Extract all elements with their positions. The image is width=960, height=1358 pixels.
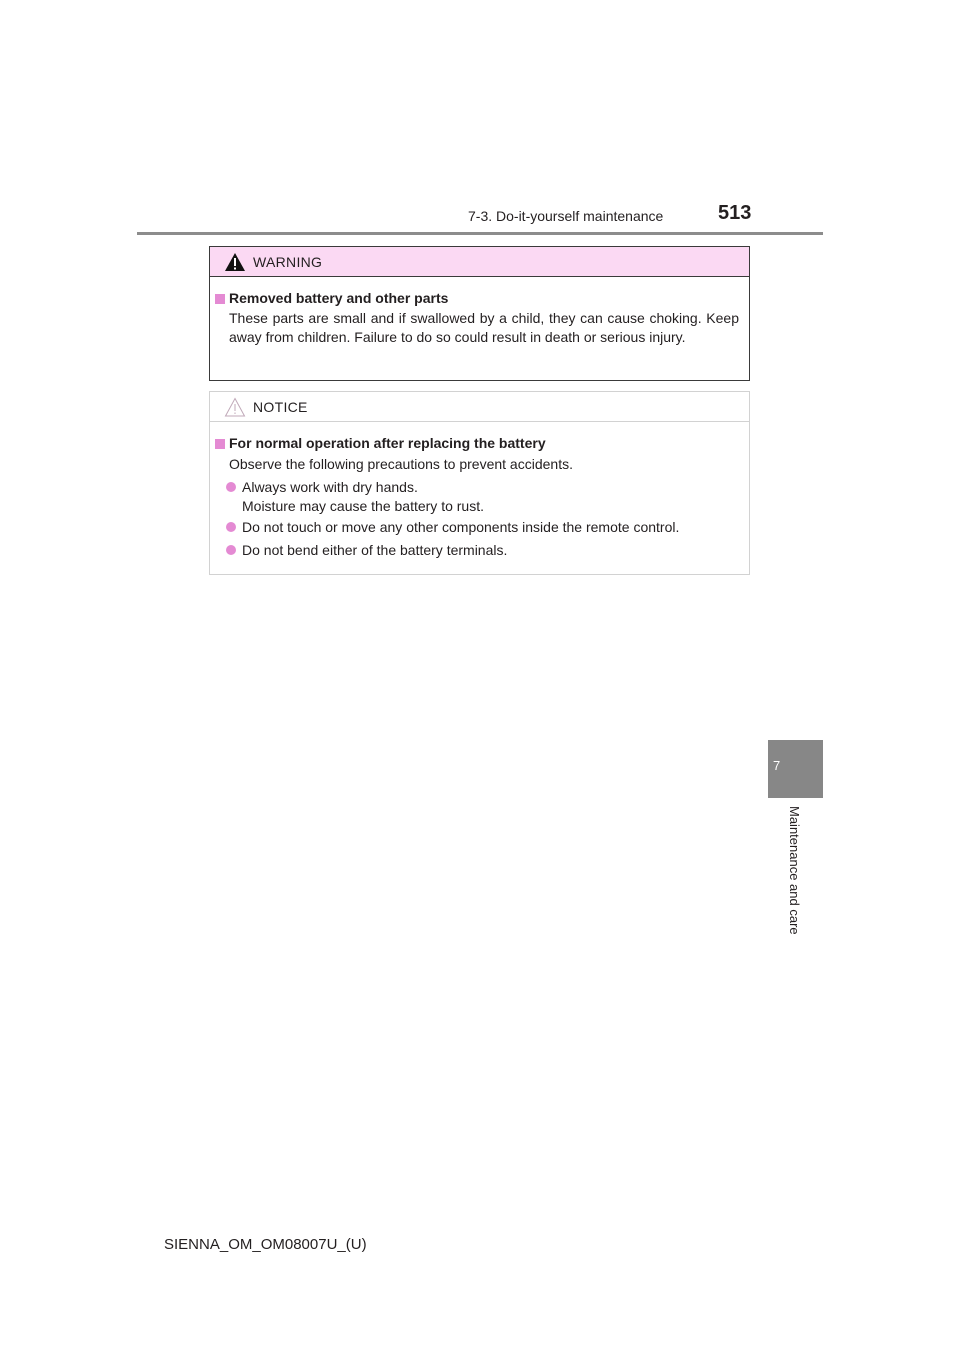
list-item: Always work with dry hands. Moisture may cause the battery to rust. [224, 478, 741, 516]
warning-heading: Removed battery and other parts [215, 290, 448, 306]
list-item: Do not touch or move any other components inside the remote control. [224, 518, 741, 537]
list-item: Do not bend either of the battery terminals. [224, 541, 741, 560]
warning-triangle-icon [224, 252, 246, 272]
footer-document-code: SIENNA_OM_OM08007U_(U) [164, 1236, 367, 1253]
notice-label: NOTICE [253, 399, 308, 415]
bullet-dot-icon [226, 545, 236, 555]
header-divider [137, 232, 823, 235]
warning-label: WARNING [253, 254, 323, 270]
square-bullet-icon [215, 294, 225, 304]
bullet-dot-icon [226, 522, 236, 532]
notice-box [209, 391, 750, 575]
warning-header [210, 247, 749, 277]
notice-intro: Observe the following precautions to prevent accidents. [229, 456, 573, 472]
notice-heading: For normal operation after replacing the battery [215, 435, 546, 451]
bullet-dot-icon [226, 482, 236, 492]
chapter-tab-number: 7 [768, 740, 823, 798]
square-bullet-icon [215, 439, 225, 449]
warning-text: These parts are small and if swallowed by a child, they can cause choking. Keep away from children. Failure to do so could result in death or serious injury. [229, 310, 739, 345]
warning-box [209, 246, 750, 381]
caution-triangle-outline-icon [224, 397, 246, 417]
notice-header [210, 392, 749, 422]
page-number: 513 [718, 202, 752, 224]
header-section-title: 7-3. Do-it-yourself maintenance [468, 208, 664, 224]
chapter-tab-label: Maintenance and care [768, 800, 823, 955]
